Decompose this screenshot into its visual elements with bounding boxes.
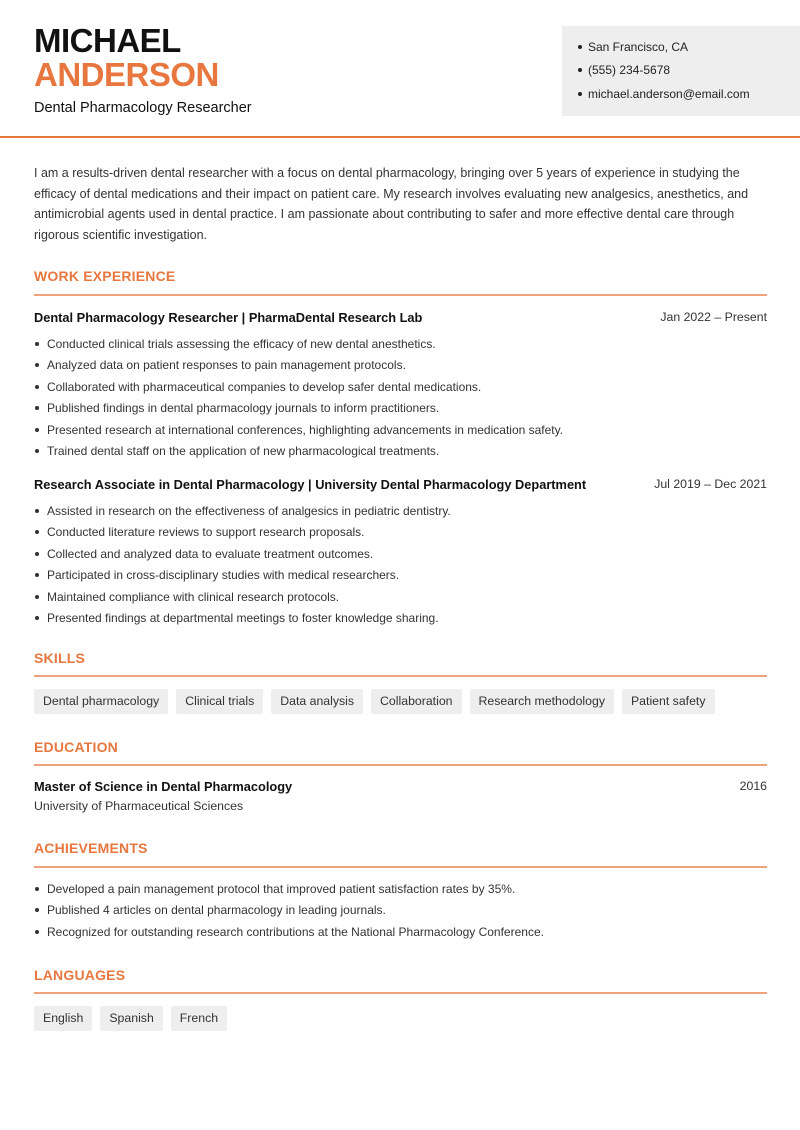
list-item: Collaborated with pharmaceutical companies to develop safer dental medications.: [34, 379, 563, 400]
job-heading-2: Research Associate in Dental Pharmacology | University Dental Pharmacology Department: [34, 477, 587, 492]
job-title: Dental Pharmacology Researcher: [34, 100, 252, 116]
list-item: Presented findings at departmental meetings to foster knowledge sharing.: [34, 610, 451, 631]
skill-tag: Research methodology: [470, 689, 614, 714]
bullet-icon: [578, 92, 582, 96]
last-name: ANDERSON: [34, 56, 219, 93]
section-title-languages: LANGUAGES: [34, 967, 126, 983]
achievements-list: [34, 881, 544, 945]
skill-tag: Patient safety: [622, 689, 715, 714]
section-divider: [34, 294, 767, 296]
section-title-education: EDUCATION: [34, 739, 118, 755]
job-heading-1: Dental Pharmacology Researcher | PharmaDental Research Lab: [34, 310, 423, 325]
list-item: Conducted clinical trials assessing the efficacy of new dental anesthetics.: [34, 336, 563, 357]
skill-tag: Collaboration: [371, 689, 461, 714]
list-item: Published 4 articles on dental pharmacology in leading journals.: [34, 902, 544, 923]
job-dates-2: Jul 2019 – Dec 2021: [654, 477, 767, 491]
summary-paragraph: I am a results-driven dental researcher with a focus on dental pharmacology, bringing over 5 years of experience in studying the efficacy of dental medications and their impact on patient care. My research involves evaluating new analgesics, anesthetics, and antimicrobial agents used in dental practice. I am passionate about contributing to safer and more effective dental care through rigorous scientific investigation.: [34, 166, 749, 243]
list-item: Presented research at international conferences, highlighting advancements in medication safety.: [34, 422, 563, 443]
education-school: University of Pharmaceutical Sciences: [34, 799, 244, 813]
skills-list: [34, 689, 715, 714]
bullet-icon: [578, 68, 582, 72]
list-item: Assisted in research on the effectiveness of analgesics in pediatric dentistry.: [34, 503, 451, 524]
contact-phone: (555) 234-5678: [578, 63, 670, 77]
list-item: Collected and analyzed data to evaluate treatment outcomes.: [34, 546, 451, 567]
language-tag: French: [171, 1006, 227, 1031]
contact-email: michael.anderson@email.com: [578, 87, 750, 101]
list-item: Participated in cross-disciplinary studies with medical researchers.: [34, 567, 451, 588]
list-item: Developed a pain management protocol that improved patient satisfaction rates by 35%.: [34, 881, 544, 902]
languages-list: [34, 1006, 227, 1031]
section-title-achievements: ACHIEVEMENTS: [34, 840, 148, 856]
job-dates-1: Jan 2022 – Present: [660, 310, 767, 324]
education-degree: Master of Science in Dental Pharmacology: [34, 779, 293, 794]
list-item: Maintained compliance with clinical research protocols.: [34, 589, 451, 610]
section-divider: [34, 866, 767, 868]
list-item: Recognized for outstanding research contributions at the National Pharmacology Conference.: [34, 924, 544, 945]
language-tag: Spanish: [100, 1006, 162, 1031]
language-tag: English: [34, 1006, 92, 1031]
bullet-icon: [578, 45, 582, 49]
skill-tag: Dental pharmacology: [34, 689, 168, 714]
contact-location: San Francisco, CA: [578, 40, 688, 54]
list-item: Published findings in dental pharmacology journals to inform practitioners.: [34, 400, 563, 421]
job-bullets-1: [34, 336, 563, 464]
skill-tag: Data analysis: [271, 689, 363, 714]
first-name: MICHAEL: [34, 22, 181, 59]
education-year: 2016: [739, 779, 767, 793]
list-item: Trained dental staff on the application of new pharmacological treatments.: [34, 443, 563, 464]
section-divider: [34, 992, 767, 994]
contact-box: [562, 26, 800, 116]
section-title-skills: SKILLS: [34, 650, 85, 666]
resume-header: [0, 0, 800, 138]
section-title-work: WORK EXPERIENCE: [34, 268, 176, 284]
skill-tag: Clinical trials: [176, 689, 263, 714]
job-bullets-2: [34, 503, 451, 631]
list-item: Conducted literature reviews to support research proposals.: [34, 524, 451, 545]
section-divider: [34, 764, 767, 766]
list-item: Analyzed data on patient responses to pain management protocols.: [34, 357, 563, 378]
section-divider: [34, 675, 767, 677]
